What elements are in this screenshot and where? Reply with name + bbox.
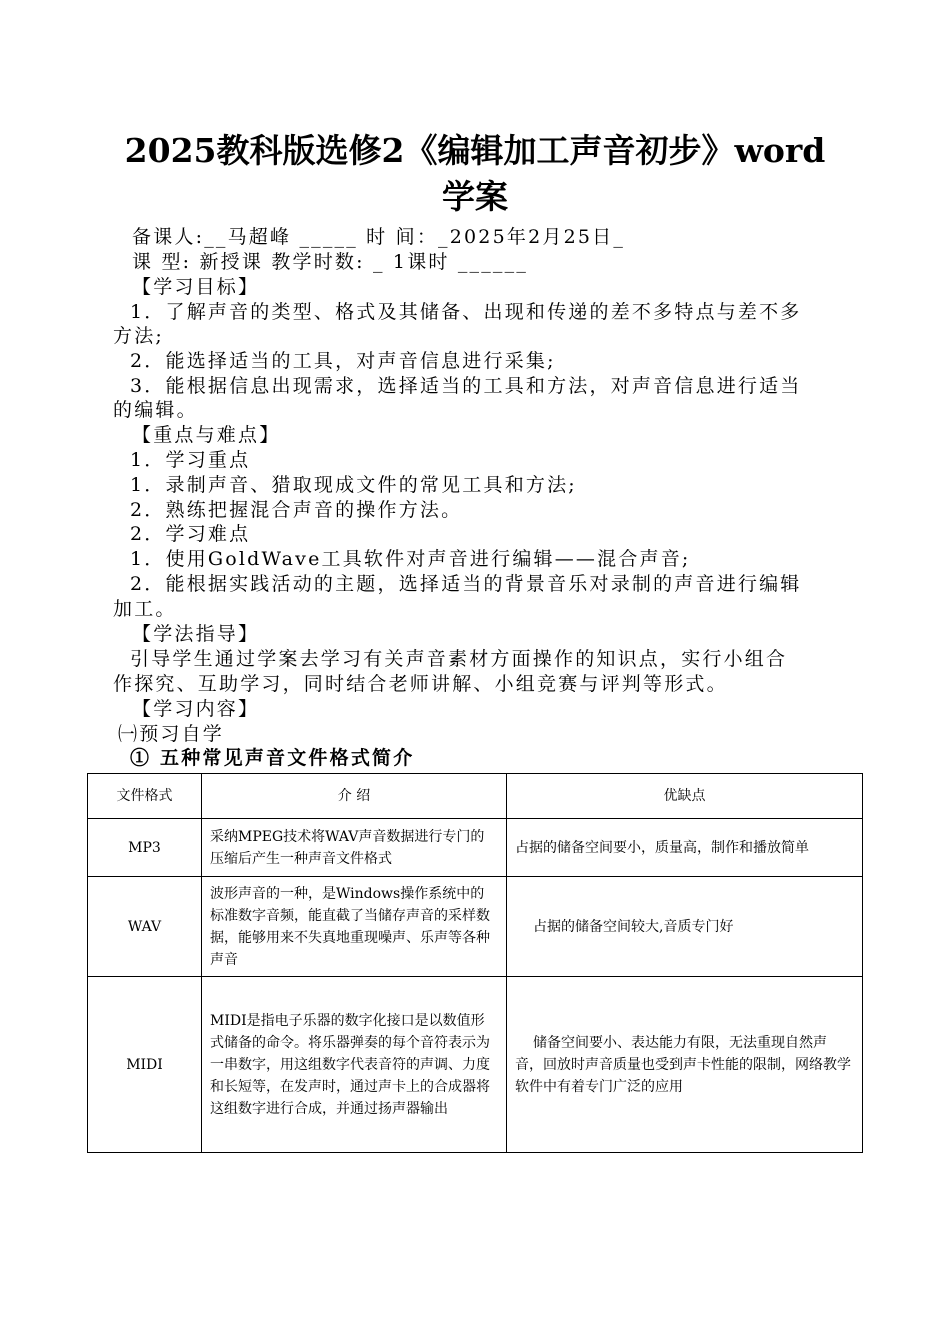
table-row bbox=[88, 877, 863, 977]
document-title bbox=[100, 128, 850, 220]
goal-1-line-a: 1．了解声音的类型、格式及其储备、出现和传递的差不多特点与差不多 bbox=[130, 301, 802, 323]
table-row bbox=[88, 977, 863, 1153]
preview-heading: ㈠预习自学 bbox=[118, 723, 225, 745]
meta-line-1: 备课人:__马超峰 _____ 时 间：_2025年2月25日_ bbox=[132, 226, 626, 248]
intro-cell: 采纳MPEG技术将WAV声音数据进行专门的压缩后产生一种声音文件格式 bbox=[202, 819, 507, 877]
key-point-2-title: 2．学习难点 bbox=[130, 523, 251, 545]
meta-line-2: 课 型: 新授课 教学时数: _ 1课时 ______ bbox=[132, 251, 529, 273]
key-point-2-item-2-line-a: 2．能根据实践活动的主题，选择适当的背景音乐对录制的声音进行编辑 bbox=[130, 573, 802, 595]
key-point-1-item-2: 2．熟练把握混合声音的操作方法。 bbox=[130, 499, 463, 521]
pros-cons-cell: 占据的储备空间要小，质量高，制作和播放简单 bbox=[507, 819, 863, 877]
table-row bbox=[88, 819, 863, 877]
content-heading: 【学习内容】 bbox=[132, 698, 260, 720]
header-format: 文件格式 bbox=[88, 774, 202, 819]
header-intro: 介 绍 bbox=[202, 774, 507, 819]
goal-3-line-a: 3．能根据信息出现需求，选择适当的工具和方法，对声音信息进行适当 bbox=[130, 375, 802, 397]
pros-cons-cell: 占据的储备空间较大,音质专门好 bbox=[507, 877, 863, 977]
intro-cell: MIDI是指电子乐器的数字化接口是以数值形式储备的命令。将乐器弹奏的每个音符表示为一串数字，用这组数字代表音符的声调、力度和长短等，在发声时，通过声卡上的合成器将这组数字进行合成，并通过扬声器输出 bbox=[202, 977, 507, 1153]
header-pros-cons: 优缺点 bbox=[507, 774, 863, 819]
format-cell: MIDI bbox=[88, 977, 202, 1153]
format-cell: MP3 bbox=[88, 819, 202, 877]
key-point-2-item-1: 1．使用GoldWave工具软件对声音进行编辑——混合声音; bbox=[130, 548, 691, 570]
goal-1-line-b: 方法; bbox=[113, 325, 165, 347]
key-point-1-title: 1．学习重点 bbox=[130, 449, 251, 471]
pros-cons-cell: 储备空间要小、表达能力有限，无法重现自然声音，回放时声音质量也受到声卡性能的限制，网络教学软件中有着专门广泛的应用 bbox=[507, 977, 863, 1153]
goals-heading: 【学习目标】 bbox=[132, 276, 260, 298]
audio-format-table bbox=[87, 773, 863, 1153]
method-line-a: 引导学生通过学案去学习有关声音素材方面操作的知识点，实行小组合 bbox=[130, 648, 788, 670]
key-point-1-item-1: 1．录制声音、猎取现成文件的常见工具和方法; bbox=[130, 474, 577, 496]
title-line-1: 2025教科版选修2《编辑加工声音初步》word bbox=[124, 131, 826, 170]
goal-3-line-b: 的编辑。 bbox=[113, 399, 198, 421]
intro-cell: 波形声音的一种，是Windows操作系统中的标准数字音频，能直截了当储存声音的采样数据，能够用来不失真地重现噪声、乐声等各种声音 bbox=[202, 877, 507, 977]
title-line-2: 学案 bbox=[442, 177, 508, 216]
table-caption: ① 五种常见声音文件格式简介 bbox=[130, 747, 415, 769]
goal-2: 2．能选择适当的工具，对声音信息进行采集; bbox=[130, 350, 556, 372]
key-points-heading: 【重点与难点】 bbox=[132, 424, 281, 446]
table-header-row bbox=[88, 774, 863, 819]
method-heading: 【学法指导】 bbox=[132, 623, 260, 645]
format-cell: WAV bbox=[88, 877, 202, 977]
key-point-2-item-2-line-b: 加工。 bbox=[113, 598, 177, 620]
method-line-b: 作探究、互助学习，同时结合老师讲解、小组竞赛与评判等形式。 bbox=[113, 673, 728, 695]
